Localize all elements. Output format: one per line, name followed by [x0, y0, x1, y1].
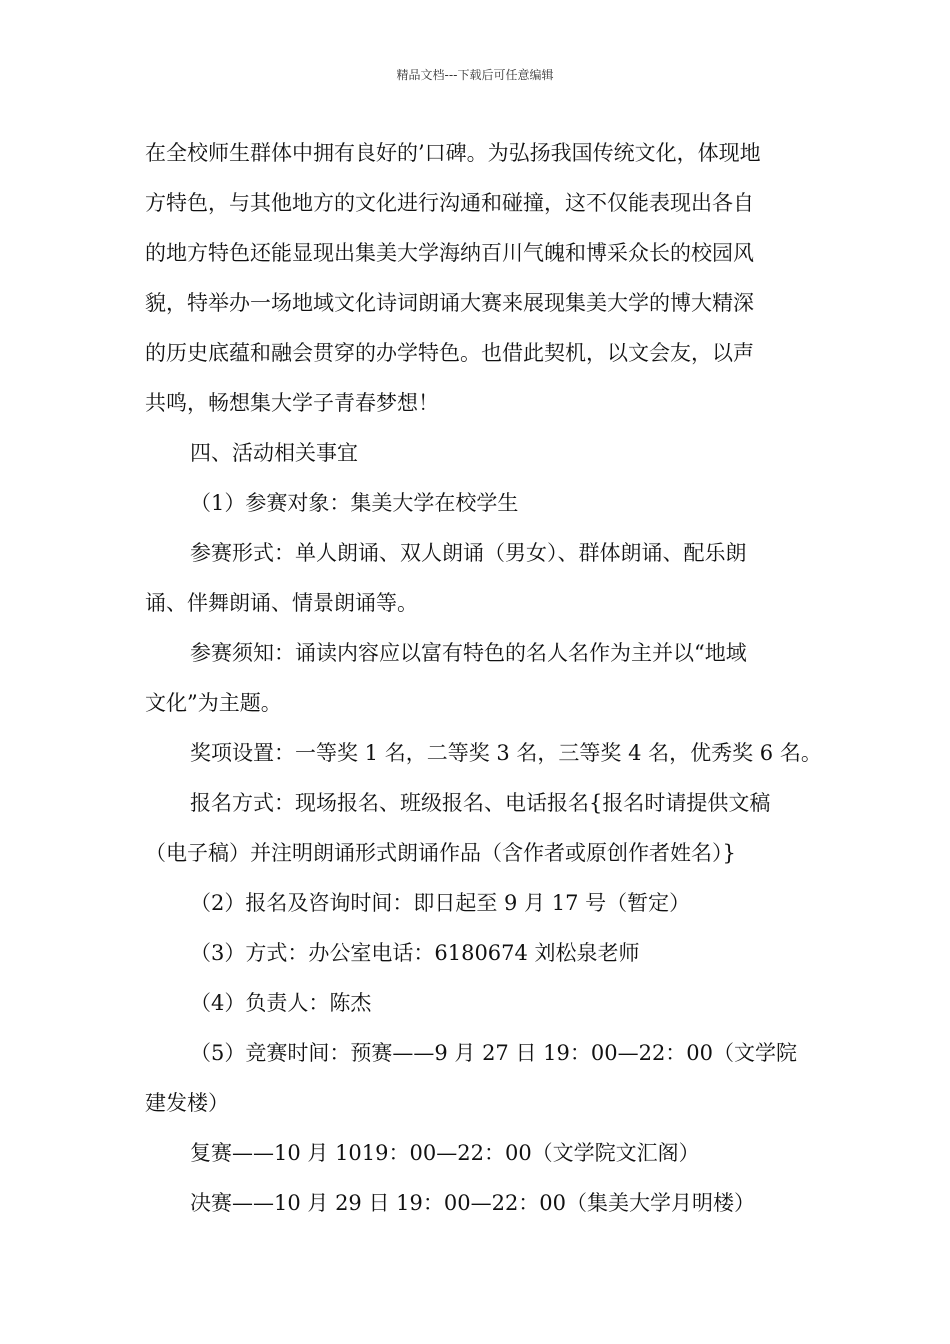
- text-line: （电子稿）并注明朗诵形式朗诵作品（含作者或原创作者姓名）}: [145, 841, 736, 865]
- text-line: 的地方特色还能显现出集美大学海纳百川气魄和博采众长的校园风: [145, 241, 754, 265]
- text-line: 文化”为主题。: [145, 691, 282, 715]
- text-line: 共鸣，畅想集大学子青春梦想！: [145, 391, 439, 415]
- text-line: 参赛须知：诵读内容应以富有特色的名人名作为主并以“地域: [190, 641, 747, 665]
- document-body: [145, 128, 822, 1228]
- text-line: 奖项设置：一等奖 1 名，二等奖 3 名，三等奖 4 名，优秀奖 6 名。: [190, 741, 822, 765]
- text-line: （5）竞赛时间：预赛——9 月 27 日 19：00—22：00（文学院: [190, 1041, 798, 1065]
- text-line: （4）负责人：陈杰: [190, 991, 372, 1015]
- text-line: （1）参赛对象：集美大学在校学生: [190, 491, 519, 515]
- text-line: 决赛——10 月 29 日 19：00—22：00（集美大学月明楼）: [190, 1191, 756, 1215]
- section-heading: 四、活动相关事宜: [190, 441, 358, 465]
- text-line: 参赛形式：单人朗诵、双人朗诵（男女）、群体朗诵、配乐朗: [190, 541, 747, 565]
- text-line: 貌，特举办一场地域文化诗词朗诵大赛来展现集美大学的博大精深: [145, 291, 754, 315]
- text-line: 在全校师生群体中拥有良好的’口碑。为弘扬我国传统文化，体现地: [145, 141, 761, 165]
- page-header: 精品文档---下载后可任意编辑: [396, 68, 554, 82]
- text-line: 复赛——10 月 1019：00—22：00（文学院文汇阁）: [190, 1141, 700, 1165]
- text-line: 报名方式：现场报名、班级报名、电话报名{报名时请提供文稿: [190, 791, 771, 815]
- text-line: 的历史底蕴和融会贯穿的办学特色。也借此契机，以文会友，以声: [145, 341, 754, 365]
- text-line: （3）方式：办公室电话：6180674 刘松泉老师: [190, 941, 640, 965]
- text-line: 诵、伴舞朗诵、情景朗诵等。: [145, 591, 418, 615]
- text-line: 建发楼）: [145, 1091, 229, 1115]
- text-line: 方特色，与其他地方的文化进行沟通和碰撞，这不仅能表现出各自: [145, 191, 754, 215]
- text-line: （2）报名及咨询时间：即日起至 9 月 17 号（暂定）: [190, 891, 691, 915]
